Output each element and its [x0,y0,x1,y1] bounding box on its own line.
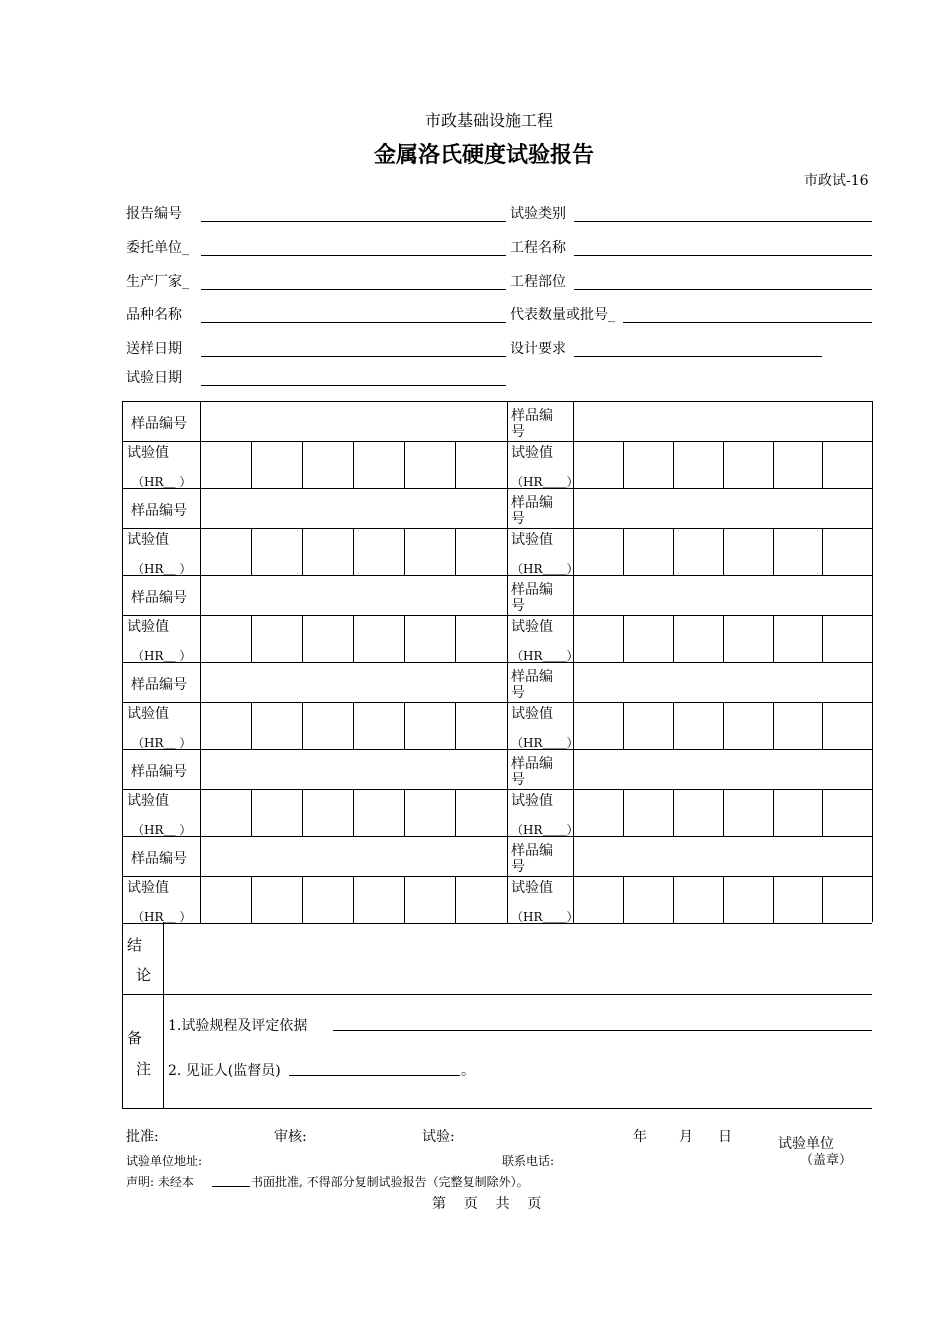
seal-label: （盖章） [800,1153,853,1168]
variety-name-field[interactable] [201,322,506,323]
month-label: 月 [679,1129,693,1145]
test-value-cell-right[interactable] [823,529,872,575]
test-value-cell-right[interactable] [624,790,673,836]
test-value-cell[interactable] [354,790,404,836]
test-value-cell[interactable] [354,529,404,575]
test-value-cell-right[interactable] [724,877,773,923]
test-value-cell-right[interactable] [823,442,872,488]
sample-no-input-right[interactable] [574,576,872,615]
test-value-cell-right[interactable] [624,703,673,749]
manufacturer-label: 生产厂家_ [126,274,189,290]
test-value-cell[interactable] [201,442,251,488]
test-value-cell-right[interactable] [724,616,773,662]
test-value-cell[interactable] [456,442,507,488]
hr-unit-label-right: （HR＿＿） [511,823,579,837]
address-label: 试验单位地址: [126,1154,203,1168]
hr-unit-label-right: （HR＿＿） [511,562,579,576]
test-value-cell-right[interactable] [574,442,623,488]
sample-no-label-right: 样品编 [511,408,553,424]
sample-no-label-right: 样品编 [511,669,553,685]
test-value-label: 试验值 [127,445,169,461]
test-value-cell-right[interactable] [674,790,723,836]
test-value-cell[interactable] [252,703,302,749]
document-subtitle: 市政基础设施工程 [425,111,554,130]
test-value-cell-right[interactable] [823,703,872,749]
hr-unit-label-right: （HR＿＿） [511,910,579,924]
test-value-cell-right[interactable] [574,790,623,836]
test-value-cell[interactable] [303,877,353,923]
col-line [507,488,508,575]
project-part-label: 工程部位 [510,274,566,290]
sample-no-label: 样品编号 [131,503,187,519]
test-value-cell[interactable] [405,529,455,575]
test-value-cell-right[interactable] [674,703,723,749]
test-value-label-right: 试验值 [511,793,553,809]
client-label: 委托单位_ [126,240,189,256]
approve-label: 批准: [126,1129,159,1145]
test-category-label: 试验类别 [510,206,566,222]
sample-no-label: 样品编号 [131,851,187,867]
test-unit-label: 试验单位 [778,1136,834,1152]
hr-unit-label-right: （HR＿＿） [511,736,579,750]
test-value-cell[interactable] [354,616,404,662]
test-value-label-right: 试验值 [511,445,553,461]
test-value-cell[interactable] [252,616,302,662]
test-value-cell[interactable] [405,877,455,923]
test-basis-field[interactable] [333,1030,872,1031]
sample-no-label-right-2: 号 [511,685,525,701]
year-label: 年 [633,1129,647,1145]
sample-no-input-right[interactable] [574,750,872,789]
test-value-cell[interactable] [252,877,302,923]
test-label: 试验: [422,1129,455,1145]
project-name-field[interactable] [574,255,872,256]
test-value-cell[interactable] [456,790,507,836]
col-line [507,749,508,836]
test-value-cell[interactable] [201,703,251,749]
report-no-field[interactable] [201,221,506,222]
remarks-label-2: 注 [136,1060,152,1078]
sample-no-label-right-2: 号 [511,511,525,527]
col-line [507,401,508,488]
remarks-label-1: 备 [127,1029,143,1047]
test-value-cell[interactable] [303,703,353,749]
sample-no-input-right[interactable] [574,837,872,876]
test-value-cell-right[interactable] [774,703,822,749]
phone-label: 联系电话: [502,1154,555,1168]
test-value-cell[interactable] [405,790,455,836]
test-value-cell[interactable] [456,616,507,662]
statement-part1: 声明: 未经本 [126,1175,194,1189]
remarks-line1-text: 1.试验规程及评定依据 [168,1018,308,1034]
test-value-cell-right[interactable] [774,529,822,575]
hr-unit-label: （HR＿ ） [132,562,192,576]
test-value-cell[interactable] [456,877,507,923]
test-value-label: 试验值 [127,793,169,809]
conclusion-input[interactable] [164,923,872,994]
test-value-cell[interactable] [456,703,507,749]
col-line [507,575,508,662]
test-value-cell[interactable] [405,703,455,749]
sample-no-label: 样品编号 [131,677,187,693]
sample-no-label: 样品编号 [131,764,187,780]
sample-no-label-right: 样品编 [511,495,553,511]
report-no-label: 报告编号 [126,206,182,222]
test-value-cell-right[interactable] [724,529,773,575]
sample-no-input[interactable] [201,750,507,789]
test-value-cell[interactable] [354,442,404,488]
test-value-cell[interactable] [303,616,353,662]
test-value-cell[interactable] [201,529,251,575]
test-value-cell-right[interactable] [674,529,723,575]
test-value-cell-right[interactable] [674,442,723,488]
form-code: 市政试-16 [804,173,869,189]
test-value-cell-right[interactable] [774,790,822,836]
test-value-label: 试验值 [127,532,169,548]
conclusion-label-2: 论 [136,966,152,984]
sample-no-input[interactable] [201,402,507,441]
test-value-cell-right[interactable] [574,877,623,923]
test-value-cell-right[interactable] [674,877,723,923]
sample-no-label: 样品编号 [131,590,187,606]
test-value-cell-right[interactable] [823,877,872,923]
sample-no-label-right-2: 号 [511,424,525,440]
test-value-cell-right[interactable] [674,616,723,662]
test-value-cell[interactable] [354,877,404,923]
sample-no-input-right[interactable] [574,402,872,441]
test-value-cell-right[interactable] [624,442,673,488]
remarks-line2-end: 。 [461,1063,475,1079]
sample-no-label-right-2: 号 [511,772,525,788]
sample-no-input-right[interactable] [574,663,872,702]
sample-no-label-right: 样品编 [511,843,553,859]
test-value-cell[interactable] [405,442,455,488]
project-name-label: 工程名称 [510,240,566,256]
sample-date-field[interactable] [201,356,506,357]
sample-no-label-right-2: 号 [511,859,525,875]
test-value-cell[interactable] [456,529,507,575]
test-value-label-right: 试验值 [511,619,553,635]
test-value-cell[interactable] [252,442,302,488]
test-value-cell-right[interactable] [724,790,773,836]
conclusion-label-1: 结 [127,936,143,954]
sample-no-input[interactable] [201,837,507,876]
table-right-border [872,401,873,922]
test-value-cell-right[interactable] [624,616,673,662]
test-value-label: 试验值 [127,880,169,896]
test-value-cell-right[interactable] [624,529,673,575]
test-date-field[interactable] [201,385,506,386]
hr-unit-label: （HR＿ ） [132,475,192,489]
test-value-cell-right[interactable] [574,616,623,662]
sample-no-input-right[interactable] [574,489,872,528]
project-part-field[interactable] [574,289,872,290]
hr-unit-label-right: （HR＿＿） [511,475,579,489]
hr-unit-label: （HR＿ ） [132,649,192,663]
day-label: 日 [718,1129,732,1145]
test-value-cell-right[interactable] [624,877,673,923]
test-value-cell-right[interactable] [724,442,773,488]
test-value-cell[interactable] [303,790,353,836]
statement-blank[interactable] [212,1186,250,1187]
test-value-cell[interactable] [252,529,302,575]
test-value-cell-right[interactable] [774,616,822,662]
hr-unit-label: （HR＿ ） [132,823,192,837]
test-value-label-right: 试验值 [511,880,553,896]
test-value-label: 试验值 [127,619,169,635]
test-value-label-right: 试验值 [511,532,553,548]
sample-no-label: 样品编号 [131,416,187,432]
design-req-label: 设计要求 [510,341,566,357]
test-value-label: 试验值 [127,706,169,722]
test-value-cell-right[interactable] [574,529,623,575]
sample-no-input[interactable] [201,576,507,615]
remarks-line2-text: 2. 见证人(监督员) [168,1063,281,1079]
hr-unit-label: （HR＿ ） [132,736,192,750]
test-value-cell[interactable] [252,790,302,836]
table-bottom-border [122,1108,872,1109]
test-value-cell[interactable] [354,703,404,749]
conclusion-bottom-line [122,994,872,995]
test-value-cell-right[interactable] [774,442,822,488]
page-number: 第 页 共 页 [432,1196,542,1212]
test-value-cell[interactable] [405,616,455,662]
test-value-cell[interactable] [201,790,251,836]
hr-unit-label-right: （HR＿＿） [511,649,579,663]
test-value-cell[interactable] [201,877,251,923]
test-date-label: 试验日期 [126,370,182,386]
statement-part2: 书面批准, 不得部分复制试验报告（完整复制除外）。 [251,1175,529,1189]
col-line [507,662,508,749]
table-left-border [122,401,123,1108]
test-value-cell-right[interactable] [574,703,623,749]
test-value-cell[interactable] [303,529,353,575]
sample-no-label-right: 样品编 [511,582,553,598]
test-value-cell-right[interactable] [774,877,822,923]
test-value-cell-right[interactable] [724,703,773,749]
sample-no-label-right: 样品编 [511,756,553,772]
hr-unit-label: （HR＿ ） [132,910,192,924]
col-line [507,836,508,923]
test-value-cell-right[interactable] [823,616,872,662]
sample-no-label-right-2: 号 [511,598,525,614]
test-value-cell-right[interactable] [823,790,872,836]
manufacturer-field[interactable] [201,289,506,290]
design-req-field[interactable] [574,356,822,357]
witness-field[interactable] [289,1075,460,1076]
sample-date-label: 送样日期 [126,341,182,357]
document-title: 金属洛氏硬度试验报告 [374,142,595,168]
test-value-cell[interactable] [201,616,251,662]
batch-no-label: 代表数量或批号_ [510,307,615,323]
review-label: 审核: [274,1129,307,1145]
sample-no-input[interactable] [201,489,507,528]
sample-no-input[interactable] [201,663,507,702]
batch-no-field[interactable] [623,322,872,323]
test-value-cell[interactable] [303,442,353,488]
test-value-label-right: 试验值 [511,706,553,722]
client-field[interactable] [201,255,506,256]
variety-name-label: 品种名称 [126,307,182,323]
test-category-field[interactable] [574,221,872,222]
